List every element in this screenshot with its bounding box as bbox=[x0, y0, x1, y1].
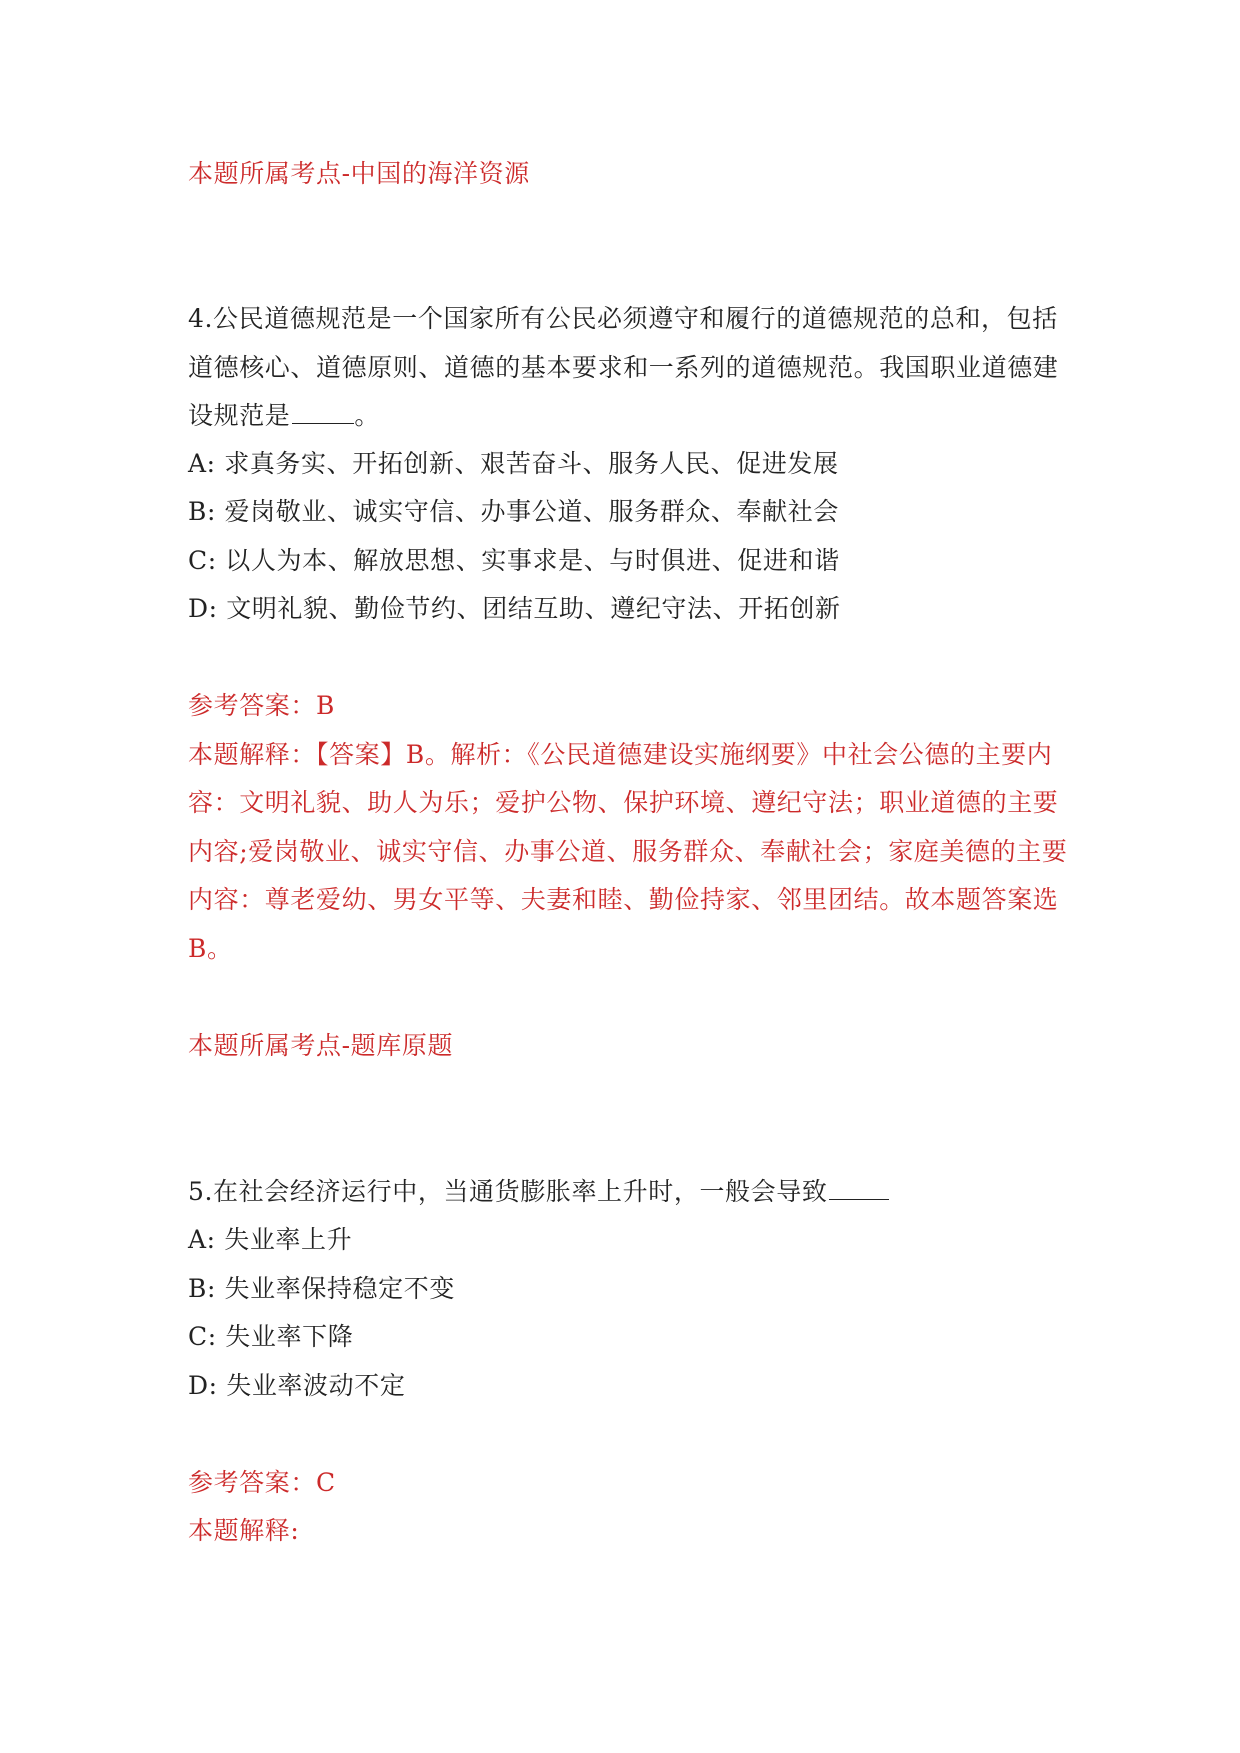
question-4-answer: 参考答案：B bbox=[188, 691, 335, 720]
question-4-stem-end: 。 bbox=[354, 401, 381, 430]
question-4-explanation-line-5: B。 bbox=[188, 934, 233, 963]
question-4-stem-text: 设规范是 bbox=[188, 401, 291, 430]
topic-label-question-bank: 本题所属考点-题库原题 bbox=[188, 1031, 454, 1060]
topic-label-ocean-resources: 本题所属考点-中国的海洋资源 bbox=[188, 159, 530, 188]
question-4-stem-line-2: 道德核心、道德原则、道德的基本要求和一系列的道德规范。我国职业道德建 bbox=[188, 353, 1059, 382]
question-5-option-a: A: 失业率上升 bbox=[188, 1225, 353, 1254]
question-4-stem-line-1: 4.公民道德规范是一个国家所有公民必须遵守和履行的道德规范的总和，包括 bbox=[188, 304, 1058, 333]
question-4-option-d: D: 文明礼貌、勤俭节约、团结互助、遵纪守法、开拓创新 bbox=[188, 594, 841, 623]
question-5-option-b: B: 失业率保持稳定不变 bbox=[188, 1274, 455, 1303]
question-5-option-c: C: 失业率下降 bbox=[188, 1322, 354, 1351]
question-4-stem-line-3 bbox=[188, 400, 380, 432]
answer-blank bbox=[829, 1177, 889, 1200]
question-5-stem bbox=[188, 1176, 889, 1208]
question-4-option-c: C: 以人为本、解放思想、实事求是、与时俱进、促进和谐 bbox=[188, 546, 840, 575]
question-4-explanation-line-3: 内容;爱岗敬业、诚实守信、办事公道、服务群众、奉献社会；家庭美德的主要 bbox=[188, 837, 1068, 866]
question-4-explanation-line-4: 内容：尊老爱幼、男女平等、夫妻和睦、勤俭持家、邻里团结。故本题答案选 bbox=[188, 885, 1059, 914]
question-5-stem-text: 5.在社会经济运行中，当通货膨胀率上升时，一般会导致 bbox=[188, 1177, 828, 1206]
question-5-answer: 参考答案：C bbox=[188, 1468, 336, 1497]
question-4-option-a: A: 求真务实、开拓创新、艰苦奋斗、服务人民、促进发展 bbox=[188, 449, 839, 478]
question-4-explanation-line-1: 本题解释：【答案】B。解析：《公民道德建设实施纲要》中社会公德的主要内 bbox=[188, 740, 1053, 769]
question-4-explanation-line-2: 容：文明礼貌、助人为乐；爱护公物、保护环境、遵纪守法；职业道德的主要 bbox=[188, 788, 1059, 817]
answer-blank bbox=[292, 401, 354, 424]
question-5-explanation-label: 本题解释: bbox=[188, 1516, 300, 1545]
question-4-option-b: B: 爱岗敬业、诚实守信、办事公道、服务群众、奉献社会 bbox=[188, 497, 839, 526]
question-5-option-d: D: 失业率波动不定 bbox=[188, 1371, 406, 1400]
